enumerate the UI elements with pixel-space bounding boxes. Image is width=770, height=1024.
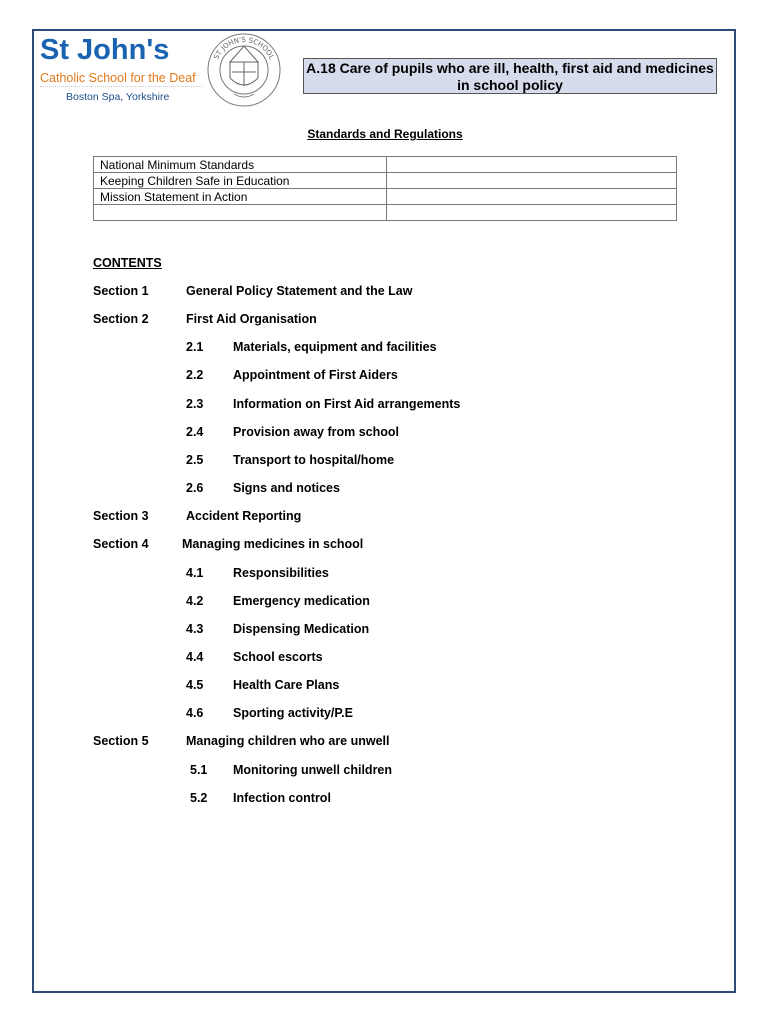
seal-text: ST JOHN'S SCHOOL [212,35,276,61]
contents-section-label: Section 3 [93,509,149,524]
contents-subsection-title: Signs and notices [233,481,340,496]
standards-cell [387,205,677,221]
contents-subsection-title: Health Care Plans [233,678,340,693]
contents-subsection-number: 2.5 [186,452,204,467]
standards-row [94,157,677,173]
logo-subtitle: Catholic School for the Deaf [40,71,196,85]
contents-subsection-number: 4.4 [186,649,204,664]
contents-subsection-title: Sporting activity/P.E [233,706,353,721]
contents-subsection-number: 4.1 [186,565,204,580]
contents-subsection-title: Provision away from school [233,424,400,439]
contents-heading: CONTENTS [93,256,162,270]
school-logo [38,34,208,106]
contents-subsection-title: Monitoring unwell children [233,762,393,777]
contents-subsection-number: 5.2 [190,790,208,805]
contents-section-title: General Policy Statement and the Law [186,284,413,298]
contents-subsection-number: 4.3 [186,621,204,636]
contents-section-title: First Aid Organisation [186,312,317,327]
contents-section-label: Section 5 [93,734,149,749]
contents-subsection-title: Appointment of First Aiders [233,368,398,383]
contents-section-label: Section 2 [93,312,149,327]
svg-text:ST JOHN'S SCHOOL [212,36,275,61]
standards-row [94,189,677,205]
contents-section-title: Accident Reporting [186,509,302,524]
contents-subsection-title: Information on First Aid arrangements [233,396,461,411]
contents-subsection-title: Dispensing Medication [233,621,370,636]
contents-subsection-number: 2.1 [186,340,204,355]
contents-subsection-title: Infection control [233,790,331,805]
standards-table [93,156,677,221]
standards-cell [387,189,677,205]
contents-subsection-title: Transport to hospital/home [233,452,395,467]
logo-location: Boston Spa, Yorkshire [66,91,170,103]
contents-subsection-number: 2.4 [186,424,204,439]
standards-cell: National Minimum Standards [94,157,387,173]
contents-subsection-title: Emergency medication [233,593,370,608]
contents-subsection-number: 5.1 [190,762,208,777]
contents-section-label: Section 1 [93,284,149,298]
contents-subsection-number: 2.3 [186,396,204,411]
contents-section-title: Managing children who are unwell [186,734,390,749]
logo-divider [40,86,202,87]
contents-subsection-number: 4.5 [186,678,204,693]
standards-cell [387,173,677,189]
contents-subsection-number: 4.2 [186,593,204,608]
standards-heading: Standards and Regulations [307,127,463,141]
contents-subsection-title: Materials, equipment and facilities [233,340,437,355]
standards-cell [94,205,387,221]
contents-subsection-title: School escorts [233,649,323,664]
contents-subsection-title: Responsibilities [233,565,329,580]
contents-section-title: Managing medicines in school [182,537,364,552]
contents-subsection-number: 2.2 [186,368,204,383]
school-seal-icon [204,32,284,108]
standards-cell [387,157,677,173]
contents-subsection-number: 4.6 [186,706,204,721]
logo-title: St John's [40,34,170,66]
document-title: A.18 Care of pupils who are ill, health, first aid and medicines in school policy [303,58,717,94]
standards-cell: Mission Statement in Action [94,189,387,205]
contents-section-label: Section 4 [93,537,149,552]
contents-subsection-number: 2.6 [186,481,204,496]
standards-row [94,173,677,189]
standards-cell: Keeping Children Safe in Education [94,173,387,189]
standards-row [94,205,677,221]
